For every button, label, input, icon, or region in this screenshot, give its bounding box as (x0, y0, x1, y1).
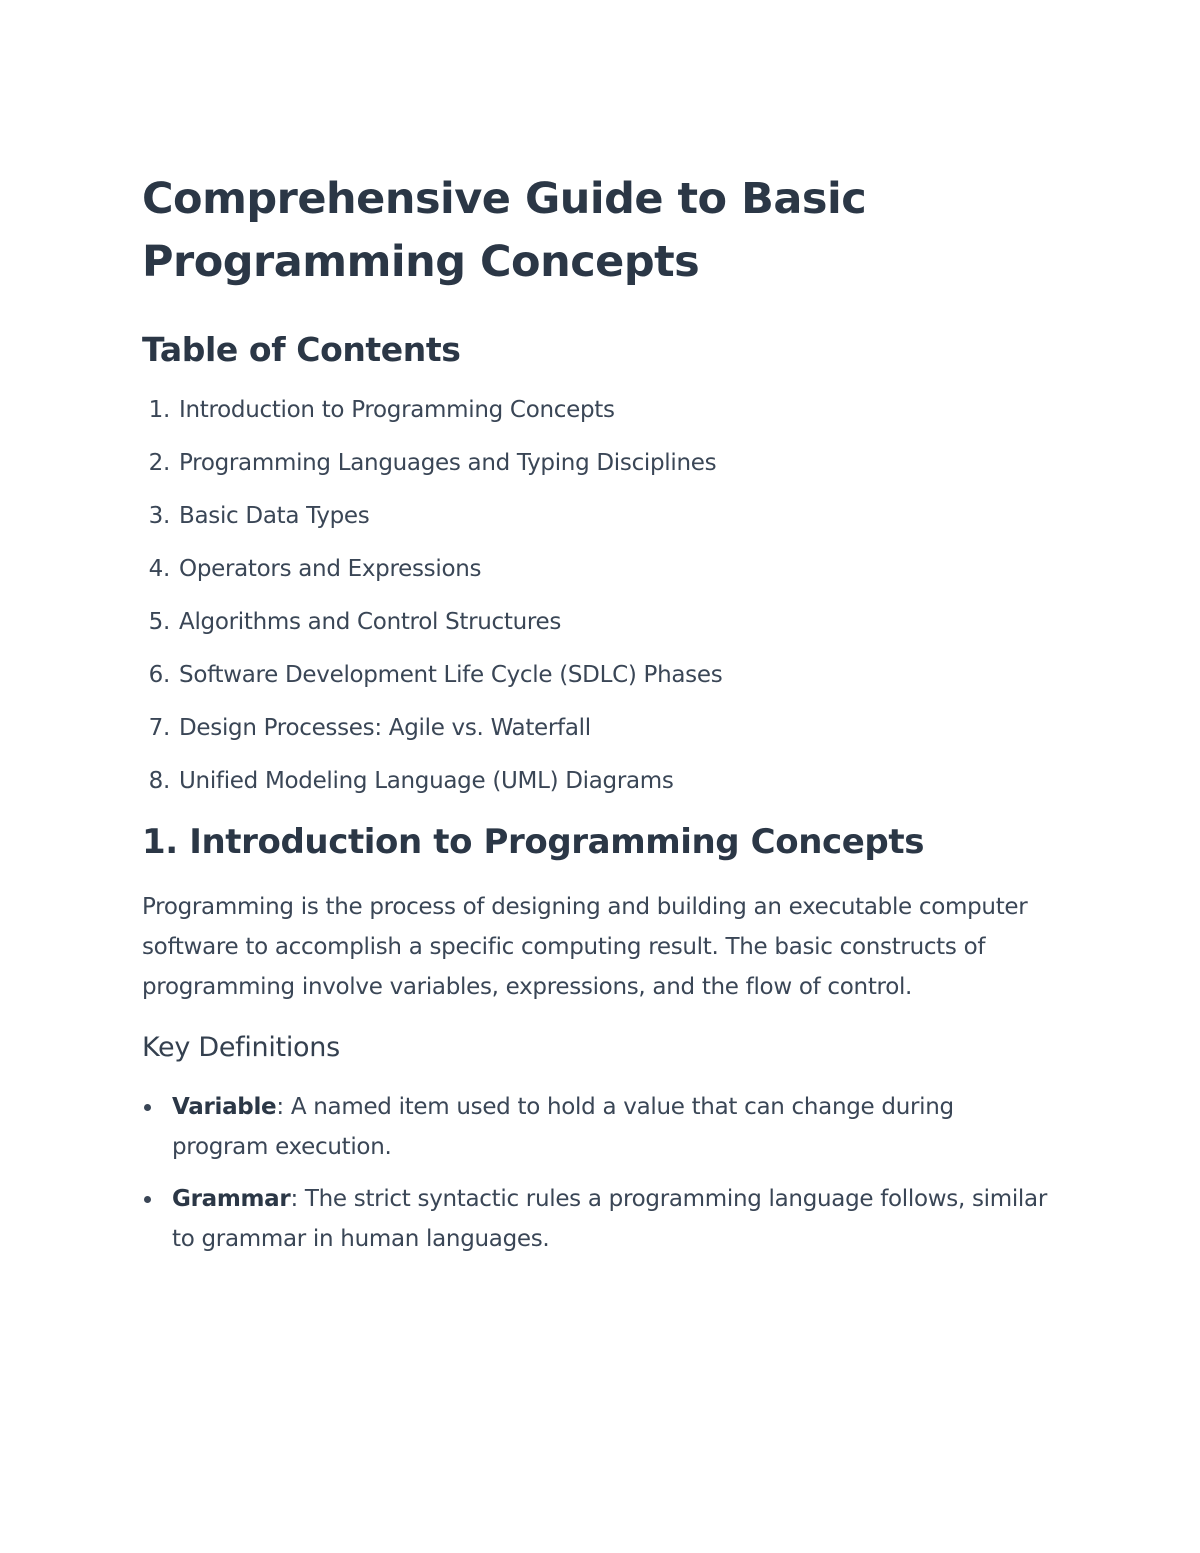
toc-item (142, 447, 1052, 479)
toc-item-number: 1. (148, 397, 170, 423)
definition-term: Grammar (172, 1186, 291, 1212)
definition-term: Variable (172, 1094, 277, 1120)
list-item (142, 1087, 1052, 1167)
toc-item-number: 3. (148, 503, 170, 529)
toc-item-label: Programming Languages and Typing Disciplines (179, 450, 717, 476)
toc-item (142, 553, 1052, 585)
definitions-list (142, 1087, 1052, 1259)
section-paragraph: Programming is the process of designing and building an executable computer software to accomplish a specific computing result. The basic constructs of programming involve variables, expressions, and the flow of control. (142, 894, 1028, 1000)
toc-item (142, 606, 1052, 638)
toc-item-label: Algorithms and Control Structures (179, 609, 562, 635)
toc-item-label: Basic Data Types (179, 503, 370, 529)
toc-item (142, 659, 1052, 691)
toc-heading: Table of Contents (142, 330, 461, 369)
toc-item (142, 712, 1052, 744)
toc-item-label: Unified Modeling Language (UML) Diagrams (179, 768, 674, 794)
definition-description: : A named item used to hold a value that can change during program execution. (172, 1094, 954, 1160)
toc-item-label: Design Processes: Agile vs. Waterfall (179, 715, 591, 741)
toc-item-label: Operators and Expressions (179, 556, 482, 582)
bullet-icon (144, 1196, 151, 1203)
toc-item-number: 5. (148, 609, 170, 635)
toc-item-number: 8. (148, 768, 170, 794)
toc-item-number: 6. (148, 662, 170, 688)
toc-item (142, 394, 1052, 426)
list-item (142, 1179, 1052, 1259)
section-heading: 1. Introduction to Programming Concepts (142, 822, 925, 862)
toc-item-number: 4. (148, 556, 170, 582)
toc-item-label: Introduction to Programming Concepts (179, 397, 615, 423)
toc-item-number: 2. (148, 450, 170, 476)
toc-item (142, 765, 1052, 797)
bullet-icon (144, 1104, 151, 1111)
definition-description: : The strict syntactic rules a programming language follows, similar to grammar in human languages. (172, 1186, 1047, 1252)
document-title: Comprehensive Guide to Basic Programming Concepts (142, 174, 867, 287)
toc-item (142, 500, 1052, 532)
toc-item-label: Software Development Life Cycle (SDLC) Phases (179, 662, 723, 688)
document-page (142, 168, 1052, 1271)
key-definitions-heading: Key Definitions (142, 1032, 340, 1063)
toc-item-number: 7. (148, 715, 170, 741)
table-of-contents (142, 394, 1052, 797)
